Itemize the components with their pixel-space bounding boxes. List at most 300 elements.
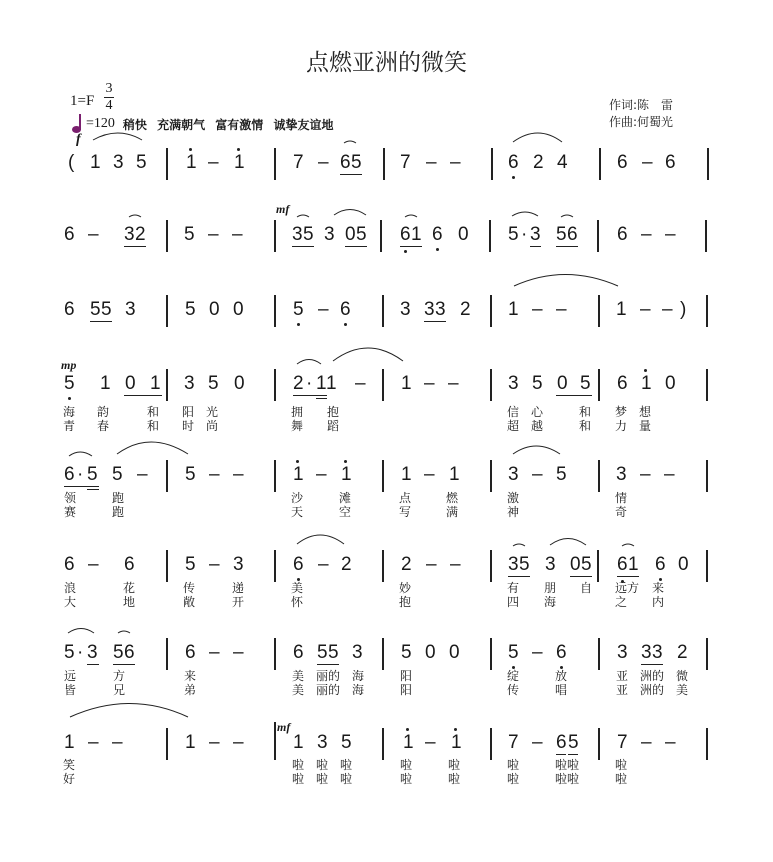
lyric: 啦 <box>615 772 628 786</box>
lyric: 舞 <box>291 419 304 433</box>
dash: – <box>208 224 219 245</box>
lyric: 海 <box>352 669 365 683</box>
lyric: 皆 <box>64 683 77 697</box>
note: 3 <box>125 299 136 320</box>
slur-arcs <box>0 152 773 192</box>
note: 0 <box>425 642 436 663</box>
note: 5 <box>64 642 75 663</box>
lyric: 放 <box>555 669 568 683</box>
note: 3 <box>641 642 652 663</box>
lyric: 地 <box>123 595 136 609</box>
note: 3 <box>545 554 556 575</box>
dash: – <box>532 464 543 485</box>
note: 1 <box>451 732 462 753</box>
note: 0 <box>345 224 356 245</box>
note: 5 <box>208 373 219 394</box>
note: 6 <box>432 224 443 245</box>
note: 3 <box>87 642 98 663</box>
lyric: 量 <box>639 419 652 433</box>
lyric: 时 <box>182 419 195 433</box>
tempo-value: =120 <box>86 116 115 131</box>
high-dot <box>644 369 647 372</box>
note: 0 <box>458 224 469 245</box>
note: 5 <box>303 224 314 245</box>
note: 6 <box>64 464 75 485</box>
note: 6 <box>340 299 351 320</box>
lyric: 方 <box>113 669 126 683</box>
lyric: 啦 <box>340 758 353 772</box>
lyric: 传 <box>183 581 196 595</box>
time-signature <box>104 82 114 113</box>
dash: – <box>450 554 461 575</box>
lyric: 美 <box>292 683 305 697</box>
lyric: 奇 <box>615 505 628 519</box>
lyrics-line-2 <box>0 683 773 697</box>
dash: – <box>137 464 148 485</box>
note: 4 <box>557 152 568 173</box>
expression-text: 稍快 充满朝气 富有激情 诚挚友谊地 <box>122 117 334 132</box>
note: 6 <box>64 224 75 245</box>
lyrics-line-1 <box>0 405 773 419</box>
page-title: 点燃亚洲的微笑 <box>306 50 467 76</box>
dash: – <box>640 464 651 485</box>
note: 1 <box>449 464 460 485</box>
dash: – <box>209 464 220 485</box>
note: 5 <box>508 224 519 245</box>
note: 6 <box>617 554 628 575</box>
note: 5 <box>519 554 530 575</box>
note: 5 <box>568 732 579 753</box>
dash: – <box>641 224 652 245</box>
note: 6 <box>124 642 135 663</box>
dash: – <box>355 373 366 394</box>
lyric: 啦 <box>292 758 305 772</box>
lyric: 浪 <box>64 581 77 595</box>
dynamic-mf: mf <box>276 202 290 216</box>
lyric: 啦啦 <box>555 772 580 786</box>
note: 5 <box>532 373 543 394</box>
aug-dot: · <box>521 224 528 245</box>
high-dot <box>454 728 457 731</box>
dash: – <box>318 554 329 575</box>
key-signature: 1=F <box>70 93 95 109</box>
lyric: 大 <box>64 595 77 609</box>
lyric: 阳 <box>400 683 413 697</box>
lyric: 之 <box>615 595 628 609</box>
note: 2 <box>677 642 688 663</box>
note: 6 <box>617 152 628 173</box>
note: 1 <box>150 373 161 394</box>
dash: – <box>88 224 99 245</box>
lyric: 来 <box>652 581 665 595</box>
lyric: 好 <box>63 772 76 786</box>
note: 5 <box>556 224 567 245</box>
note: 5 <box>185 299 196 320</box>
aug-dot: · <box>77 464 84 485</box>
lyrics-line-2 <box>0 772 773 786</box>
note: 7 <box>617 732 628 753</box>
note: 0 <box>233 299 244 320</box>
dash: – <box>448 373 459 394</box>
lyric: 沙 <box>291 491 304 505</box>
dash: – <box>318 299 329 320</box>
note: 5 <box>184 224 195 245</box>
note: 1 <box>628 554 639 575</box>
note: 2 <box>341 554 352 575</box>
dash: – <box>424 373 435 394</box>
lyric: 弟 <box>184 683 197 697</box>
lyric: 洲的 <box>640 669 665 683</box>
lyric: 阳 <box>400 669 413 683</box>
lyric: 海 <box>544 595 557 609</box>
lyric: 妙 <box>399 581 412 595</box>
note: 6 <box>185 642 196 663</box>
lyric: 和 <box>579 405 592 419</box>
lyrics-line-2 <box>0 505 773 519</box>
lyric: 啦 <box>292 772 305 786</box>
lyrics-line-1 <box>0 669 773 683</box>
lyric: 激 <box>507 491 520 505</box>
note: 7 <box>508 732 519 753</box>
note: 0 <box>449 642 460 663</box>
high-dot <box>296 460 299 463</box>
lyric: 自 <box>580 581 593 595</box>
paren-open: ( <box>68 152 75 173</box>
note: 5 <box>113 642 124 663</box>
note: 5 <box>112 464 123 485</box>
lyric: 啦 <box>316 772 329 786</box>
dash: – <box>233 464 244 485</box>
lyric: 海 <box>352 683 365 697</box>
note: 6 <box>64 554 75 575</box>
note: 2 <box>293 373 304 394</box>
note: 6 <box>617 373 628 394</box>
note: 0 <box>665 373 676 394</box>
note: 1 <box>293 732 304 753</box>
lyric: 唱 <box>555 683 568 697</box>
lyric: 啦啦 <box>555 758 580 772</box>
lyric: 光 <box>206 405 219 419</box>
lyric: 美 <box>291 581 304 595</box>
lyric: 啦 <box>507 758 520 772</box>
lyric: 滩 <box>339 491 352 505</box>
high-dot <box>237 148 240 151</box>
lyric: 领 <box>64 491 77 505</box>
note: 2 <box>401 554 412 575</box>
lyric: 丽的 <box>316 669 341 683</box>
lyrics-line-1 <box>0 491 773 505</box>
note: 0 <box>678 554 689 575</box>
note: 3 <box>616 464 627 485</box>
lyrics-line-1 <box>0 758 773 772</box>
note: 3 <box>424 299 435 320</box>
note: 1 <box>641 373 652 394</box>
aug-dot: · <box>306 373 313 394</box>
paren-close: ) <box>680 299 687 320</box>
note: 3 <box>292 224 303 245</box>
note: 1 <box>616 299 627 320</box>
note: 6 <box>340 152 351 173</box>
note: 2 <box>460 299 471 320</box>
high-dot <box>189 148 192 151</box>
lyric: 笑 <box>63 758 76 772</box>
dash: – <box>233 642 244 663</box>
slur-arcs <box>0 299 773 339</box>
tempo-marking <box>70 114 333 134</box>
note: 6 <box>556 642 567 663</box>
lyric: 蹈 <box>327 419 340 433</box>
lyric: 朋 <box>544 581 557 595</box>
lyric: 啦 <box>507 772 520 786</box>
note: 6 <box>124 554 135 575</box>
note: 5 <box>356 224 367 245</box>
lyric: 情 <box>615 491 628 505</box>
note: 0 <box>125 373 136 394</box>
lyric: 啦 <box>448 772 461 786</box>
dash: – <box>665 224 676 245</box>
note: 0 <box>557 373 568 394</box>
lyric: 心 <box>531 405 544 419</box>
lyric: 尚 <box>206 419 219 433</box>
note: 5 <box>185 464 196 485</box>
credits <box>609 97 673 131</box>
lyric: 开 <box>232 595 245 609</box>
dash: – <box>642 152 653 173</box>
lyric: 和 <box>147 419 160 433</box>
note: 3 <box>435 299 446 320</box>
note: 1 <box>326 373 337 394</box>
lyric: 怀 <box>291 595 304 609</box>
dash: – <box>665 732 676 753</box>
note: 1 <box>411 224 422 245</box>
lyric: 抱 <box>327 405 340 419</box>
dash: – <box>112 732 123 753</box>
lyric: 美 <box>292 669 305 683</box>
note: 5 <box>580 373 591 394</box>
dash: – <box>316 464 327 485</box>
lyric: 点 <box>399 491 412 505</box>
lyric: 越 <box>531 419 544 433</box>
note: 1 <box>403 732 414 753</box>
note: 3 <box>400 299 411 320</box>
lyric: 写 <box>399 505 412 519</box>
note: 5 <box>581 554 592 575</box>
dash: – <box>88 554 99 575</box>
high-dot <box>344 460 347 463</box>
dash: – <box>532 642 543 663</box>
lyric: 丽的 <box>316 683 341 697</box>
lyric: 远 <box>64 669 77 683</box>
lyric: 抱 <box>399 595 412 609</box>
dash: – <box>662 299 673 320</box>
note: 1 <box>100 373 111 394</box>
note: 3 <box>530 224 541 245</box>
note: 5 <box>64 373 75 394</box>
lyric: 啦 <box>316 758 329 772</box>
note: 5 <box>508 642 519 663</box>
dash: – <box>450 152 461 173</box>
note: 3 <box>617 642 628 663</box>
lyric: 兄 <box>113 683 126 697</box>
lyrics-line-2 <box>0 595 773 609</box>
note: 1 <box>401 464 412 485</box>
dash: – <box>318 152 329 173</box>
lyric: 啦 <box>400 772 413 786</box>
lyric: 啦 <box>448 758 461 772</box>
lyrics-line-1 <box>0 581 773 595</box>
lyric: 阳 <box>182 405 195 419</box>
note: 1 <box>401 373 412 394</box>
lyric: 传 <box>507 683 520 697</box>
high-dot <box>406 728 409 731</box>
dash: – <box>232 224 243 245</box>
composer: 作曲:何蜀光 <box>609 115 674 129</box>
dynamic-f: f <box>76 132 81 147</box>
note: 7 <box>400 152 411 173</box>
note: 3 <box>124 224 135 245</box>
lyric: 想 <box>639 405 652 419</box>
note: 1 <box>185 732 196 753</box>
note: 3 <box>508 554 519 575</box>
lyric: 和 <box>147 405 160 419</box>
note: 5 <box>351 152 362 173</box>
lyric: 满 <box>446 505 459 519</box>
lyric: 空 <box>339 505 352 519</box>
note: 0 <box>234 373 245 394</box>
note: 3 <box>508 373 519 394</box>
note: 1 <box>316 373 327 394</box>
lyric: 来 <box>184 669 197 683</box>
note: 5 <box>328 642 339 663</box>
note: 6 <box>655 554 666 575</box>
note: 0 <box>209 299 220 320</box>
lyric: 美 <box>676 683 689 697</box>
dash: – <box>425 732 436 753</box>
dash: – <box>233 732 244 753</box>
dash: – <box>640 299 651 320</box>
note: 6 <box>617 224 628 245</box>
dash: – <box>209 732 220 753</box>
note: 5 <box>87 464 98 485</box>
note: 5 <box>556 464 567 485</box>
quarter-note-icon <box>70 114 84 134</box>
time-sig-top: 3 <box>105 81 113 96</box>
dynamic-mp: mp <box>61 358 77 372</box>
lyric: 超 <box>507 419 520 433</box>
note: 3 <box>184 373 195 394</box>
lyric: 啦 <box>340 772 353 786</box>
note: 5 <box>401 642 412 663</box>
note: 3 <box>324 224 335 245</box>
lyric: 韵 <box>97 405 110 419</box>
lyric: 亚 <box>616 669 629 683</box>
dash: – <box>426 554 437 575</box>
lyric: 拥 <box>291 405 304 419</box>
note: 5 <box>101 299 112 320</box>
lyric: 四 <box>507 595 520 609</box>
note: 6 <box>293 554 304 575</box>
note: 3 <box>508 464 519 485</box>
note: 3 <box>113 152 124 173</box>
dash: – <box>209 642 220 663</box>
note: 5 <box>90 299 101 320</box>
note: 3 <box>317 732 328 753</box>
lyric: 信 <box>507 405 520 419</box>
note: 3 <box>233 554 244 575</box>
lyric: 天 <box>291 505 304 519</box>
note: 3 <box>652 642 663 663</box>
lyric: 洲的 <box>640 683 665 697</box>
dash: – <box>208 152 219 173</box>
dash: – <box>556 299 567 320</box>
note: 3 <box>352 642 363 663</box>
dash: – <box>532 732 543 753</box>
note: 2 <box>135 224 146 245</box>
lyrics-line-2 <box>0 419 773 433</box>
dash: – <box>88 732 99 753</box>
note: 5 <box>136 152 147 173</box>
note: 6 <box>64 299 75 320</box>
note: 1 <box>234 152 245 173</box>
lyric: 春 <box>97 419 110 433</box>
note: 1 <box>90 152 101 173</box>
note: 1 <box>508 299 519 320</box>
note: 6 <box>508 152 519 173</box>
lyric: 啦 <box>400 758 413 772</box>
dash: – <box>664 464 675 485</box>
lyric: 敞 <box>183 595 196 609</box>
dash: – <box>532 299 543 320</box>
note: 7 <box>293 152 304 173</box>
note: 0 <box>570 554 581 575</box>
note: 6 <box>400 224 411 245</box>
note: 1 <box>341 464 352 485</box>
aug-dot: · <box>77 642 84 663</box>
lyric: 梦 <box>615 405 628 419</box>
note: 6 <box>556 732 567 753</box>
note: 6 <box>567 224 578 245</box>
dash: – <box>641 732 652 753</box>
note: 6 <box>293 642 304 663</box>
note: 5 <box>341 732 352 753</box>
note: 1 <box>186 152 197 173</box>
dash: – <box>426 152 437 173</box>
lyric: 和 <box>579 419 592 433</box>
note: 6 <box>665 152 676 173</box>
note: 5 <box>293 299 304 320</box>
lyric: 亚 <box>616 683 629 697</box>
lyric: 燃 <box>446 491 459 505</box>
note: 2 <box>533 152 544 173</box>
lyric: 有 <box>507 581 520 595</box>
lyric: 内 <box>652 595 665 609</box>
lyric: 海 <box>63 405 76 419</box>
lyric: 力 <box>615 419 628 433</box>
lyric: 跑 <box>112 505 125 519</box>
note: 1 <box>64 732 75 753</box>
lyric: 跑 <box>112 491 125 505</box>
slur-arcs <box>0 224 773 264</box>
lyric: 花 <box>123 581 136 595</box>
dynamic-mf: mf <box>277 720 291 734</box>
note: 5 <box>317 642 328 663</box>
lyric: 赛 <box>64 505 77 519</box>
lyric: 远方 <box>615 581 640 595</box>
lyric: 神 <box>507 505 520 519</box>
dash: – <box>424 464 435 485</box>
note: 5 <box>185 554 196 575</box>
lyricist: 作词:陈 雷 <box>609 98 674 112</box>
